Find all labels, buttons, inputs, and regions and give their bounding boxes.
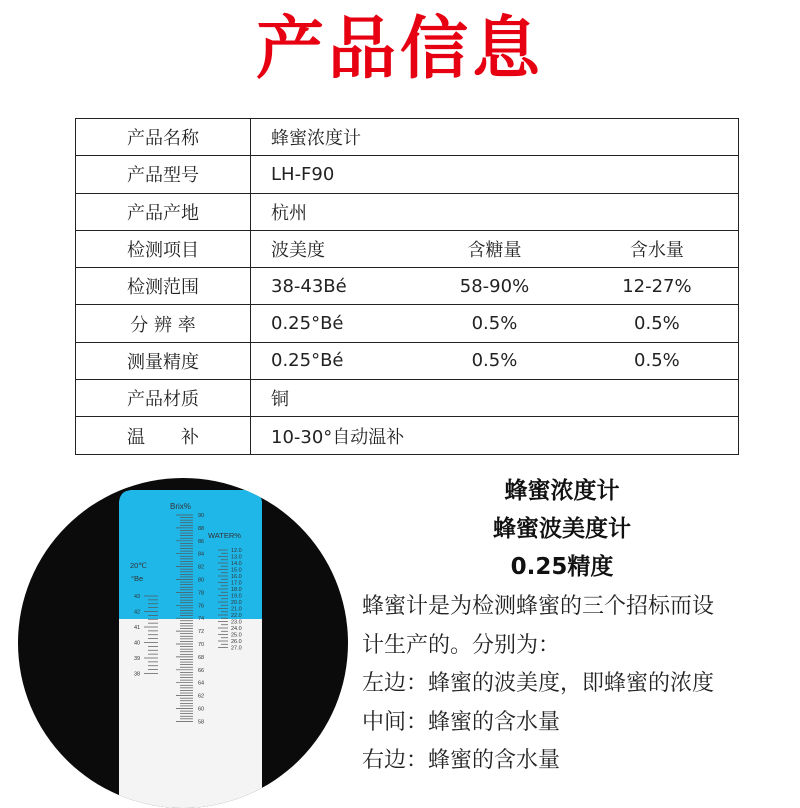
spec-table [75, 118, 739, 455]
brix-tick-label: 68 [197, 654, 205, 661]
cell-sugar: 0.5% [413, 305, 576, 342]
brix-tick-label: 90 [197, 513, 205, 519]
brix-tick-label: 60 [197, 706, 205, 713]
water-tick-label: 18.0 [231, 587, 242, 593]
brix-tick-label: 62 [197, 693, 205, 700]
table-row [76, 119, 739, 156]
description-heading: 蜂蜜浓度计 [504, 478, 620, 504]
description-line: 计生产的。分别为： [362, 632, 561, 658]
description-line: 蜂蜜计是为检测蜂蜜的三个招标而设 [362, 594, 715, 619]
be-tick-label: 40 [133, 640, 141, 647]
water-tick-label: 16.0 [231, 574, 242, 580]
row-value: LH-F90 [251, 156, 739, 193]
brix-tick-label: 58 [197, 719, 205, 726]
water-title: WATER% [208, 531, 241, 540]
refractometer-scale [18, 478, 348, 808]
be-tick-label: 43 [133, 594, 141, 600]
brix-title: Brix% [170, 502, 191, 511]
be-tick-label: 39 [133, 656, 141, 662]
table-row [76, 230, 739, 267]
brix-tick-label: 86 [197, 538, 205, 545]
be-tick-label: 42 [133, 609, 141, 616]
description-line: 右边：蜂蜜的含水量 [362, 748, 561, 773]
description-heading: 0.25精度 [510, 554, 614, 580]
table-row [76, 268, 739, 305]
brix-tick-label: 66 [197, 667, 205, 674]
water-tick-label: 14.0 [231, 561, 242, 567]
cell-be: 38-43Bé [251, 268, 414, 305]
temp-label: 20℃ [130, 561, 147, 570]
row-label: 产品产地 [76, 193, 251, 230]
cell-be: 0.25°Bé [251, 342, 414, 379]
water-tick-label: 26.0 [231, 639, 242, 645]
row-value: 铜 [251, 380, 739, 417]
brix-tick-label: 82 [197, 564, 205, 571]
row-label: 检测范围 [76, 268, 251, 305]
description-line: 左边：蜂蜜的波美度，即蜂蜜的浓度 [362, 671, 715, 696]
row-value: 10-30°自动温补 [251, 417, 739, 454]
water-tick-label: 19.0 [231, 593, 242, 600]
water-tick-label: 13.0 [231, 554, 242, 561]
be-tick-label: 38 [133, 671, 141, 678]
brix-tick-label: 70 [197, 642, 205, 648]
row-label: 温 补 [76, 417, 251, 454]
be-label: °Be [131, 574, 144, 583]
water-tick-label: 20.0 [231, 600, 242, 606]
description-heading: 蜂蜜波美度计 [493, 516, 631, 542]
table-row [76, 380, 739, 417]
refractometer-view [18, 478, 348, 808]
row-label: 测量精度 [76, 342, 251, 379]
water-tick-label: 22.0 [231, 613, 242, 619]
row-value: 杭州 [251, 193, 739, 230]
water-tick-label: 27.0 [231, 645, 242, 652]
row-value: 蜂蜜浓度计 [251, 119, 739, 156]
description-line: 中间：蜂蜜的含水量 [362, 709, 561, 735]
description-panel [362, 472, 792, 781]
water-tick-label: 17.0 [231, 580, 242, 587]
brix-tick-label: 74 [197, 616, 205, 623]
row-label: 分 辨 率 [76, 305, 251, 342]
cell-be: 波美度 [251, 230, 414, 267]
table-row [76, 193, 739, 230]
cell-sugar: 0.5% [413, 342, 576, 379]
be-tick-label: 41 [133, 625, 141, 631]
water-tick-label: 15.0 [231, 567, 242, 574]
table-row [76, 417, 739, 454]
brix-tick-label: 72 [197, 629, 205, 636]
cell-water: 0.5% [576, 305, 739, 342]
row-label: 检测项目 [76, 230, 251, 267]
table-row [76, 305, 739, 342]
cell-water: 含水量 [576, 230, 739, 267]
row-label: 产品材质 [76, 380, 251, 417]
table-row [76, 156, 739, 193]
brix-tick-label: 78 [197, 590, 205, 597]
brix-tick-label: 88 [197, 525, 205, 532]
brix-tick-label: 84 [197, 551, 205, 558]
row-label: 产品名称 [76, 119, 251, 156]
cell-water: 0.5% [576, 342, 739, 379]
water-tick-label: 23.0 [231, 619, 242, 626]
water-tick-label: 21.0 [231, 606, 242, 613]
brix-tick-label: 64 [197, 680, 205, 687]
water-tick-label: 12.0 [231, 548, 242, 554]
table-row [76, 342, 739, 379]
row-label: 产品型号 [76, 156, 251, 193]
brix-tick-label: 76 [197, 603, 205, 610]
cell-water: 12-27% [576, 268, 739, 305]
brix-tick-label: 80 [197, 577, 205, 584]
cell-sugar: 58-90% [413, 268, 576, 305]
water-tick-label: 24.0 [231, 626, 242, 632]
cell-be: 0.25°Bé [251, 305, 414, 342]
water-tick-label: 25.0 [231, 632, 242, 639]
cell-sugar: 含糖量 [413, 230, 576, 267]
page-title: 产品信息 [255, 10, 544, 89]
